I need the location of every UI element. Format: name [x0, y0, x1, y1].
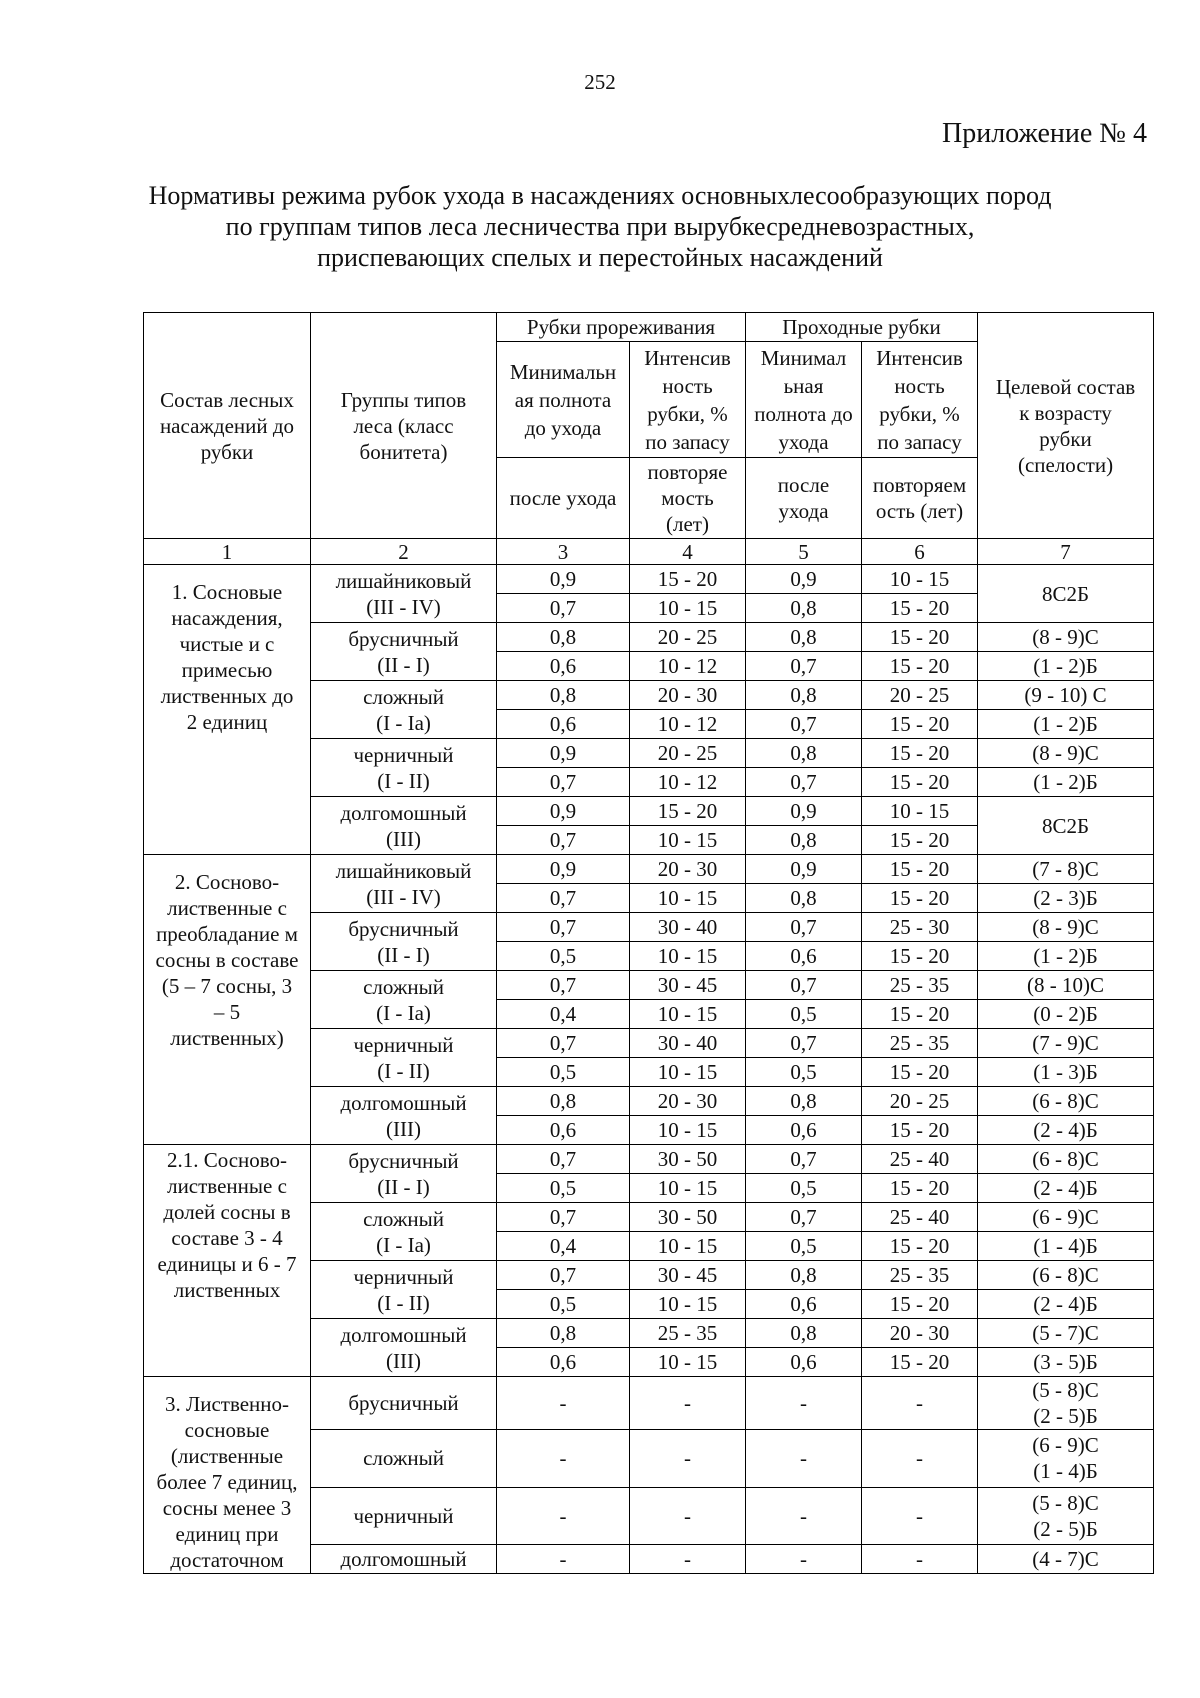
target-composition: (6 - 8)С — [978, 1261, 1154, 1290]
title-line: приспевающих спелых и перестойных насаждений — [317, 243, 883, 272]
value-cell: - — [746, 1377, 862, 1430]
group-label-line: лиственных до — [160, 684, 294, 708]
group-label-line: 2 единиц — [186, 710, 268, 734]
value-cell: 15 - 20 — [862, 942, 978, 971]
header-composition: Состав лесных насаждений до рубки — [144, 313, 311, 539]
target-composition: (7 - 8)С — [978, 855, 1154, 884]
target-composition: (2 - 3)Б — [978, 884, 1154, 913]
value-cell: 0,7 — [746, 652, 862, 681]
value-cell: - — [746, 1487, 862, 1545]
forest-type-line: лишайниковый — [335, 858, 472, 883]
value-cell: 0,5 — [746, 1174, 862, 1203]
target-composition-line: (4 - 7)С — [1032, 1547, 1099, 1571]
value-cell: 15 - 20 — [862, 1174, 978, 1203]
group-label-line: единицы и 6 - 7 — [157, 1252, 297, 1276]
page-number: 252 — [584, 70, 616, 94]
forest-type — [311, 1087, 497, 1145]
column-number: 1 — [144, 539, 311, 565]
value-cell: - — [630, 1487, 746, 1545]
value-cell: - — [862, 1430, 978, 1488]
value-cell: 15 - 20 — [630, 797, 746, 826]
group-label-line: составе 3 - 4 — [171, 1226, 283, 1250]
target-composition-line: 8С2Б — [1041, 581, 1090, 606]
group-label — [144, 565, 311, 855]
target-composition — [978, 797, 1154, 855]
group-label-line: (лиственные — [170, 1444, 284, 1468]
value-cell: 10 - 15 — [862, 565, 978, 594]
forest-type — [311, 1203, 497, 1261]
column-number: 3 — [497, 539, 630, 565]
value-cell: - — [630, 1545, 746, 1574]
value-cell: 15 - 20 — [862, 1000, 978, 1029]
value-cell: 0,9 — [746, 565, 862, 594]
value-cell: 0,7 — [746, 1203, 862, 1232]
value-cell: 0,8 — [746, 594, 862, 623]
value-cell: 0,9 — [497, 565, 630, 594]
value-cell: 30 - 50 — [630, 1203, 746, 1232]
forest-type — [311, 681, 497, 739]
value-cell: 25 - 30 — [862, 913, 978, 942]
header-cutting-intensity: Интенсив ность рубки, % по запасу — [630, 342, 746, 458]
header-after-care: после ухода — [746, 458, 862, 539]
group-label-line: преобладание м — [156, 922, 298, 946]
value-cell: 10 - 12 — [630, 652, 746, 681]
value-cell: 0,5 — [497, 942, 630, 971]
document-title — [100, 180, 1100, 273]
target-composition-line: (5 - 8)С — [1032, 1378, 1099, 1402]
forest-type-line: долгомошный — [340, 1322, 467, 1347]
value-cell: 0,5 — [746, 1058, 862, 1087]
forest-type — [311, 1261, 497, 1319]
value-cell: 20 - 25 — [862, 1087, 978, 1116]
group-label-line: примесью — [181, 658, 273, 682]
forest-type-line: (I - II) — [377, 1058, 430, 1083]
column-number: 4 — [630, 539, 746, 565]
value-cell: 10 - 15 — [630, 1290, 746, 1319]
value-cell: - — [746, 1430, 862, 1488]
value-cell: 0,6 — [746, 942, 862, 971]
group-label-line: единиц при — [175, 1522, 279, 1546]
group-label-line: (5 – 7 сосны, 3 — [161, 974, 293, 998]
target-composition: (1 - 2)Б — [978, 942, 1154, 971]
header-min-density-before: Минимальн ая полнота до ухода — [497, 342, 630, 458]
value-cell: 10 - 15 — [630, 826, 746, 855]
value-cell: 0,7 — [497, 1029, 630, 1058]
header-cutting-intensity: Интенсив ность рубки, % по запасу — [862, 342, 978, 458]
forest-type-line: лишайниковый — [335, 568, 472, 593]
forest-type-line: долгомошный — [340, 1090, 467, 1115]
target-composition-line: (2 - 5)Б — [1033, 1404, 1098, 1428]
value-cell: 10 - 15 — [630, 1058, 746, 1087]
target-composition: (3 - 5)Б — [978, 1348, 1154, 1377]
value-cell: 0,7 — [497, 971, 630, 1000]
value-cell: 0,6 — [497, 652, 630, 681]
target-composition — [978, 1545, 1154, 1574]
target-composition: (5 - 7)С — [978, 1319, 1154, 1348]
value-cell: 0,8 — [497, 681, 630, 710]
value-cell: 15 - 20 — [862, 739, 978, 768]
value-cell: 0,8 — [746, 1087, 862, 1116]
value-cell: 15 - 20 — [862, 652, 978, 681]
value-cell: 10 - 12 — [630, 768, 746, 797]
value-cell: 20 - 25 — [630, 623, 746, 652]
value-cell: 10 - 15 — [630, 1232, 746, 1261]
value-cell: 15 - 20 — [862, 1290, 978, 1319]
value-cell: - — [862, 1487, 978, 1545]
target-composition — [978, 1377, 1154, 1430]
value-cell: 0,8 — [497, 1319, 630, 1348]
forest-type — [311, 1029, 497, 1087]
value-cell: 25 - 35 — [862, 1261, 978, 1290]
table-header — [144, 313, 1154, 565]
forest-type-line: черничный — [353, 1032, 454, 1057]
forest-type-line: брусничный — [348, 1148, 459, 1173]
group-label-line: лиственных — [173, 1278, 281, 1302]
title-line: по группам типов леса лесничества при вырубкесредневозрастных, — [225, 212, 975, 241]
forest-type — [311, 1545, 497, 1574]
value-cell: - — [746, 1545, 862, 1574]
value-cell: 30 - 50 — [630, 1145, 746, 1174]
value-cell: 15 - 20 — [862, 710, 978, 739]
value-cell: 30 - 45 — [630, 1261, 746, 1290]
value-cell: 0,7 — [746, 1029, 862, 1058]
forest-type-line: брусничный — [348, 626, 459, 651]
value-cell: 15 - 20 — [862, 594, 978, 623]
header-passage-cutting: Проходные рубки — [746, 313, 978, 342]
target-composition-line: (1 - 4)Б — [1033, 1459, 1098, 1484]
value-cell: 10 - 15 — [630, 884, 746, 913]
value-cell: 0,7 — [746, 1145, 862, 1174]
target-composition — [978, 1487, 1154, 1545]
forest-type-line: долгомошный — [340, 1547, 467, 1571]
value-cell: 0,9 — [746, 797, 862, 826]
forest-type — [311, 565, 497, 623]
group-label — [144, 855, 311, 1145]
norms-table — [143, 312, 1154, 1574]
value-cell: 20 - 30 — [862, 1319, 978, 1348]
value-cell: - — [497, 1545, 630, 1574]
value-cell: 0,7 — [746, 710, 862, 739]
value-cell: 0,7 — [497, 884, 630, 913]
group-label-line: лиственных) — [170, 1026, 284, 1050]
value-cell: 15 - 20 — [862, 1348, 978, 1377]
value-cell: 20 - 30 — [630, 1087, 746, 1116]
value-cell: 0,7 — [497, 1203, 630, 1232]
target-composition: (1 - 4)Б — [978, 1232, 1154, 1261]
group-label-line: насаждения, — [171, 606, 283, 630]
group-label-line: достаточном — [170, 1548, 284, 1572]
value-cell: - — [630, 1377, 746, 1430]
value-cell: 0,5 — [497, 1058, 630, 1087]
value-cell: 0,6 — [497, 1348, 630, 1377]
value-cell: 0,6 — [746, 1116, 862, 1145]
value-cell: 10 - 15 — [630, 1000, 746, 1029]
target-composition: (7 - 9)С — [978, 1029, 1154, 1058]
forest-type-line: брусничный — [348, 916, 459, 941]
value-cell: 15 - 20 — [862, 826, 978, 855]
header-thinning: Рубки прореживания — [497, 313, 746, 342]
value-cell: 20 - 30 — [630, 855, 746, 884]
target-composition: (2 - 4)Б — [978, 1290, 1154, 1319]
group-label-line: 3. Лиственно- — [164, 1392, 290, 1416]
value-cell: 0,8 — [746, 681, 862, 710]
value-cell: 15 - 20 — [862, 1232, 978, 1261]
value-cell: 0,6 — [497, 710, 630, 739]
header-after-care: после ухода — [497, 458, 630, 539]
value-cell: 0,6 — [746, 1348, 862, 1377]
target-composition — [978, 1430, 1154, 1488]
value-cell: 25 - 35 — [862, 1029, 978, 1058]
value-cell: - — [497, 1430, 630, 1488]
value-cell: 0,8 — [746, 1261, 862, 1290]
forest-type-line: сложный — [363, 1446, 444, 1471]
target-composition: (2 - 4)Б — [978, 1174, 1154, 1203]
target-composition-line: (6 - 9)С — [1032, 1433, 1099, 1458]
forest-type-line: (I - II) — [377, 1290, 430, 1315]
target-composition: (1 - 2)Б — [978, 652, 1154, 681]
target-composition: (6 - 9)С — [978, 1203, 1154, 1232]
title-line: Нормативы режима рубок ухода в насаждениях основныхлесообразующих пород — [148, 181, 1052, 210]
value-cell: 0,8 — [746, 1319, 862, 1348]
forest-type-line: (III - IV) — [366, 594, 441, 619]
value-cell: 15 - 20 — [862, 623, 978, 652]
forest-type-line: (I - II) — [377, 768, 430, 793]
value-cell: 20 - 25 — [630, 739, 746, 768]
target-composition: (1 - 3)Б — [978, 1058, 1154, 1087]
table-row — [144, 1145, 1154, 1174]
value-cell: 30 - 45 — [630, 971, 746, 1000]
value-cell: 0,5 — [746, 1232, 862, 1261]
value-cell: - — [497, 1487, 630, 1545]
value-cell: - — [862, 1545, 978, 1574]
value-cell: 0,9 — [746, 855, 862, 884]
forest-type — [311, 1430, 497, 1488]
group-label — [144, 1377, 311, 1574]
value-cell: 0,7 — [497, 913, 630, 942]
target-composition: (1 - 2)Б — [978, 768, 1154, 797]
value-cell: 0,7 — [497, 826, 630, 855]
value-cell: 25 - 40 — [862, 1145, 978, 1174]
table-row — [144, 855, 1154, 884]
value-cell: 15 - 20 — [630, 565, 746, 594]
value-cell: 0,8 — [746, 623, 862, 652]
target-composition: (6 - 8)С — [978, 1087, 1154, 1116]
value-cell: 10 - 15 — [630, 594, 746, 623]
group-label-line: лиственные с — [167, 896, 287, 920]
forest-type-line: (III) — [386, 826, 421, 851]
group-label-line: более 7 единиц, — [156, 1470, 298, 1494]
forest-type-line: (I - Ia) — [376, 1232, 431, 1257]
value-cell: 15 - 20 — [862, 1116, 978, 1145]
forest-type — [311, 1319, 497, 1377]
value-cell: - — [862, 1377, 978, 1430]
forest-type-line: (III - IV) — [366, 884, 441, 909]
forest-type-line: (III) — [386, 1116, 421, 1141]
forest-type — [311, 797, 497, 855]
table-body — [144, 565, 1154, 1574]
group-label-line: 2. Сосново- — [174, 870, 280, 894]
target-composition: (2 - 4)Б — [978, 1116, 1154, 1145]
value-cell: 0,5 — [497, 1290, 630, 1319]
value-cell: 0,5 — [746, 1000, 862, 1029]
value-cell: 0,7 — [497, 768, 630, 797]
value-cell: 0,4 — [497, 1000, 630, 1029]
target-composition: (9 - 10) С — [978, 681, 1154, 710]
value-cell: 15 - 20 — [862, 884, 978, 913]
forest-type-line: (II - I) — [377, 942, 430, 967]
target-composition: (1 - 2)Б — [978, 710, 1154, 739]
target-composition: (6 - 8)С — [978, 1145, 1154, 1174]
column-number: 6 — [862, 539, 978, 565]
group-label-line: сосны в составе — [155, 948, 299, 972]
group-label-line: сосновые — [184, 1418, 270, 1442]
forest-type-line: долгомошный — [340, 800, 467, 825]
target-composition — [978, 565, 1154, 623]
value-cell: 0,8 — [746, 826, 862, 855]
value-cell: 0,7 — [497, 1261, 630, 1290]
target-composition-line: (5 - 8)С — [1032, 1490, 1099, 1515]
forest-type — [311, 971, 497, 1029]
value-cell: 10 - 15 — [630, 1174, 746, 1203]
forest-type — [311, 1377, 497, 1430]
column-number: 5 — [746, 539, 862, 565]
value-cell: 0,6 — [497, 1116, 630, 1145]
value-cell: 0,7 — [746, 971, 862, 1000]
value-cell: - — [630, 1430, 746, 1488]
value-cell: 20 - 30 — [630, 681, 746, 710]
target-composition: (0 - 2)Б — [978, 1000, 1154, 1029]
value-cell: 20 - 25 — [862, 681, 978, 710]
header-forest-types: Группы типов леса (класс бонитета) — [311, 313, 497, 539]
group-label-line: чистые и с — [179, 632, 275, 656]
value-cell: 25 - 40 — [862, 1203, 978, 1232]
target-composition-line: 8С2Б — [1041, 813, 1090, 838]
forest-type-line: сложный — [363, 1206, 444, 1231]
forest-type — [311, 913, 497, 971]
forest-type — [311, 739, 497, 797]
header-repeat-interval: повторяе мость (лет) — [630, 458, 746, 539]
forest-type-line: черничный — [353, 742, 454, 767]
value-cell: 0,7 — [497, 594, 630, 623]
value-cell: 0,7 — [746, 913, 862, 942]
value-cell: 0,9 — [497, 797, 630, 826]
value-cell: 10 - 12 — [630, 710, 746, 739]
value-cell: 10 - 15 — [862, 797, 978, 826]
target-composition: (8 - 9)С — [978, 913, 1154, 942]
value-cell: 0,4 — [497, 1232, 630, 1261]
value-cell: 0,7 — [746, 768, 862, 797]
forest-type-line: черничный — [353, 1503, 454, 1528]
value-cell: 10 - 15 — [630, 1348, 746, 1377]
value-cell: 0,8 — [746, 884, 862, 913]
header-target-composition: Целевой состав к возрасту рубки (спелости) — [978, 313, 1154, 539]
target-composition: (8 - 9)С — [978, 623, 1154, 652]
value-cell: 10 - 15 — [630, 942, 746, 971]
target-composition: (8 - 10)С — [978, 971, 1154, 1000]
forest-type-line: (I - Ia) — [376, 710, 431, 735]
forest-type-line: сложный — [363, 684, 444, 709]
value-cell: 0,8 — [746, 739, 862, 768]
header-min-density-before: Минимал ьная полнота до ухода — [746, 342, 862, 458]
forest-type-line: (II - I) — [377, 652, 430, 677]
forest-type — [311, 855, 497, 913]
value-cell: 15 - 20 — [862, 1058, 978, 1087]
value-cell: 25 - 35 — [630, 1319, 746, 1348]
forest-type-line: брусничный — [348, 1391, 459, 1415]
group-label-line: – 5 — [213, 1000, 241, 1024]
appendix-label: Приложение № 4 — [942, 118, 1147, 149]
group-label-line: 2.1. Сосново- — [166, 1148, 288, 1172]
value-cell: - — [497, 1377, 630, 1430]
value-cell: 15 - 20 — [862, 855, 978, 884]
forest-type — [311, 1145, 497, 1203]
forest-type — [311, 623, 497, 681]
forest-type-line: (III) — [386, 1348, 421, 1373]
target-composition: (8 - 9)С — [978, 739, 1154, 768]
forest-type-line: сложный — [363, 974, 444, 999]
value-cell: 25 - 35 — [862, 971, 978, 1000]
forest-type — [311, 1487, 497, 1545]
forest-type-line: (II - I) — [377, 1174, 430, 1199]
value-cell: 0,8 — [497, 623, 630, 652]
value-cell: 10 - 15 — [630, 1116, 746, 1145]
column-number: 7 — [978, 539, 1154, 565]
forest-type-line: (I - Ia) — [376, 1000, 431, 1025]
group-label-line: 1. Сосновые — [171, 580, 283, 604]
group-label-line: лиственные с — [167, 1174, 287, 1198]
group-label — [144, 1145, 311, 1377]
value-cell: 30 - 40 — [630, 1029, 746, 1058]
value-cell: 0,5 — [497, 1174, 630, 1203]
value-cell: 30 - 40 — [630, 913, 746, 942]
value-cell: 15 - 20 — [862, 768, 978, 797]
target-composition-line: (2 - 5)Б — [1033, 1516, 1098, 1541]
header-repeat-interval: повторяем ость (лет) — [862, 458, 978, 539]
value-cell: 0,8 — [497, 1087, 630, 1116]
group-label-line: долей сосны в — [163, 1200, 291, 1224]
value-cell: 0,7 — [497, 1145, 630, 1174]
value-cell: 0,9 — [497, 739, 630, 768]
value-cell: 0,6 — [746, 1290, 862, 1319]
group-label-line: сосны менее 3 — [162, 1496, 292, 1520]
value-cell: 0,9 — [497, 855, 630, 884]
table-row — [144, 565, 1154, 594]
forest-type-line: черничный — [353, 1264, 454, 1289]
column-number: 2 — [311, 539, 497, 565]
